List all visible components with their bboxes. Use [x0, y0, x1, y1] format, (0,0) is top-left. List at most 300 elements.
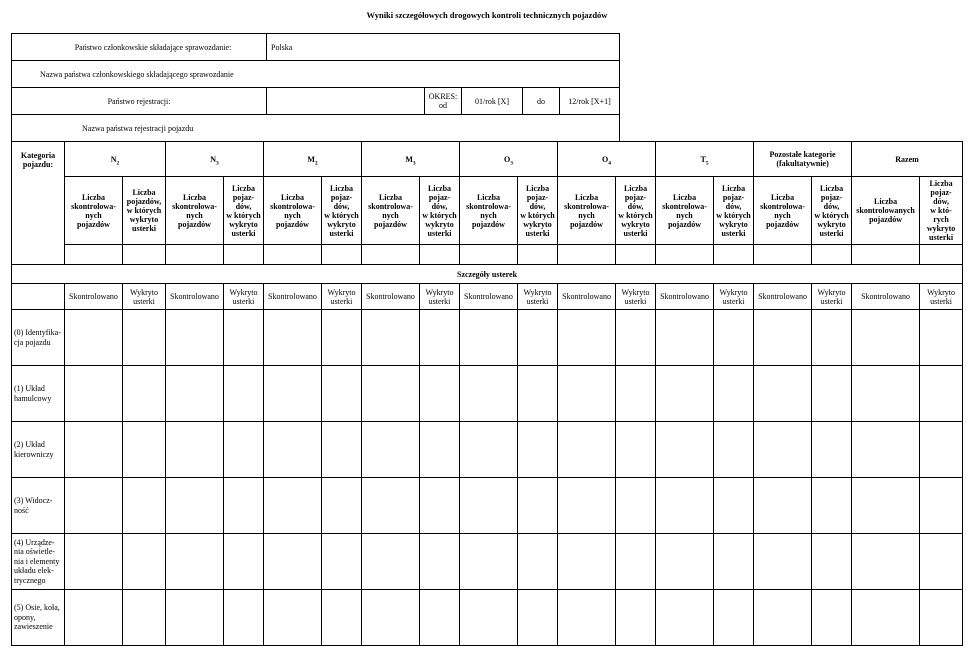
header-line: nych — [480, 210, 497, 220]
defect-data-cell[interactable] — [616, 366, 656, 422]
defect-data-cell[interactable] — [65, 478, 123, 534]
defect-data-cell[interactable] — [224, 478, 264, 534]
defect-data-cell[interactable] — [224, 310, 264, 366]
defect-data-cell[interactable] — [812, 366, 852, 422]
member-state-name-label: Nazwa państwa członkowskiego składającego sprawozdanie — [12, 61, 620, 88]
summary-cell[interactable] — [322, 245, 362, 265]
category-m3 — [362, 142, 460, 177]
header-line: pojazdów — [178, 219, 211, 229]
category-n3 — [166, 142, 264, 177]
defect-data-cell[interactable] — [264, 590, 322, 646]
defect-data-cell[interactable] — [224, 590, 264, 646]
header-line: Liczba — [427, 183, 452, 193]
defect-data-cell[interactable] — [322, 478, 362, 534]
defect-data-cell[interactable] — [754, 534, 812, 590]
category-subscript: 5 — [705, 160, 709, 167]
defect-data-cell[interactable] — [812, 534, 852, 590]
defect-data-cell[interactable] — [714, 534, 754, 590]
summary-cell[interactable] — [65, 245, 123, 265]
header-line: skontrolowa- — [760, 201, 805, 211]
other-categories-line2: (fakultatywnie) — [776, 159, 829, 168]
defect-data-cell[interactable] — [460, 478, 518, 534]
header-line: Liczba — [132, 188, 156, 197]
summary-cell[interactable] — [754, 245, 812, 265]
defect-data-cell[interactable] — [656, 478, 714, 534]
defect-row-label — [12, 534, 65, 590]
summary-cell[interactable] — [123, 245, 166, 265]
defect-data-cell[interactable] — [166, 366, 224, 422]
header-line: usterki — [231, 228, 256, 238]
defect-data-cell[interactable] — [656, 310, 714, 366]
defect-data-cell[interactable] — [224, 534, 264, 590]
header-line: Liczba — [280, 192, 305, 202]
header-line: Liczba — [672, 192, 697, 202]
category-header — [12, 142, 65, 265]
category-header-line2: pojazdu: — [22, 160, 54, 169]
defect-data-cell[interactable] — [65, 534, 123, 590]
defect-data-cell[interactable] — [123, 478, 166, 534]
defects-short-line2: usterki — [428, 296, 451, 306]
category-letter: N — [110, 154, 117, 164]
summary-cell[interactable] — [812, 245, 852, 265]
category-other — [754, 142, 852, 177]
defect-data-cell[interactable] — [616, 534, 656, 590]
header-line: usterki — [525, 228, 550, 238]
header-line: pojaz- — [820, 192, 843, 202]
header-line: dów, — [933, 197, 949, 206]
defects-short-line1: Wykryto — [523, 287, 552, 297]
defects-short-header — [616, 284, 656, 310]
period-from: 01/rok [X] — [462, 88, 523, 115]
summary-cell[interactable] — [616, 245, 656, 265]
row-label-line: hamulcowy — [14, 393, 52, 403]
defect-data-cell[interactable] — [460, 534, 518, 590]
defect-data-cell[interactable] — [460, 590, 518, 646]
defect-data-cell[interactable] — [812, 590, 852, 646]
header-line: skontrolowanych — [856, 206, 915, 215]
defect-row — [12, 310, 963, 366]
header-line: w których — [520, 210, 555, 220]
defect-data-cell[interactable] — [264, 366, 322, 422]
defect-data-cell[interactable] — [362, 478, 420, 534]
header-line: Liczba — [329, 183, 354, 193]
header-line: pojazdów — [766, 219, 799, 229]
category-subscript: 4 — [608, 160, 612, 167]
defect-data-cell[interactable] — [123, 534, 166, 590]
summary-cell[interactable] — [714, 245, 754, 265]
header-line: usterki — [132, 224, 156, 233]
defect-data-cell[interactable] — [460, 422, 518, 478]
defect-row-label — [12, 366, 65, 422]
defect-data-cell[interactable] — [420, 422, 460, 478]
checked-short-header: Skontrolowano — [852, 284, 920, 310]
defect-data-cell[interactable] — [166, 534, 224, 590]
defect-data-cell[interactable] — [616, 310, 656, 366]
header-line: Liczba — [231, 183, 256, 193]
category-subscript: 3 — [412, 160, 416, 167]
row-label-line: układu elek- — [14, 566, 54, 576]
header-line: Liczba — [929, 179, 953, 188]
defect-row-label — [12, 478, 65, 534]
defect-data-cell[interactable] — [558, 590, 616, 646]
header-line: w których — [618, 210, 653, 220]
header-line: pojaz- — [428, 192, 451, 202]
header-line: Liczba — [721, 183, 746, 193]
defective-vehicles-header — [123, 177, 166, 245]
defect-data-cell[interactable] — [65, 310, 123, 366]
defect-data-cell[interactable] — [166, 478, 224, 534]
checked-vehicles-header — [656, 177, 714, 245]
defect-data-cell[interactable] — [224, 422, 264, 478]
category-letter: O — [504, 154, 511, 164]
defect-data-cell[interactable] — [714, 422, 754, 478]
header-line: wykryto — [327, 219, 356, 229]
checked-short-header: Skontrolowano — [656, 284, 714, 310]
member-state-label: Państwo członkowskie składające sprawozdanie: — [12, 34, 267, 61]
defect-data-cell[interactable] — [322, 534, 362, 590]
defect-data-cell[interactable] — [920, 366, 963, 422]
header-line: pojazdów — [77, 219, 110, 229]
defect-data-cell[interactable] — [852, 534, 920, 590]
defect-row — [12, 422, 963, 478]
defect-data-cell[interactable] — [362, 422, 420, 478]
header-line: dów, — [235, 201, 252, 211]
row-label-line: trycznego — [14, 575, 46, 585]
defect-data-cell[interactable] — [558, 422, 616, 478]
defects-short-line2: usterki — [133, 296, 155, 306]
header-line: pojazdów — [570, 219, 603, 229]
defect-data-cell[interactable] — [812, 478, 852, 534]
summary-cell[interactable] — [518, 245, 558, 265]
defect-data-cell[interactable] — [123, 310, 166, 366]
defect-data-cell[interactable] — [322, 422, 362, 478]
defects-short-line1: Wykryto — [327, 287, 356, 297]
registration-state-label: Państwo rejestracji: — [12, 88, 267, 115]
defects-short-header — [420, 284, 460, 310]
defect-data-cell[interactable] — [656, 422, 714, 478]
defects-short-line2: usterki — [624, 296, 647, 306]
defect-data-cell[interactable] — [714, 478, 754, 534]
inspection-results-table — [11, 141, 963, 646]
row-label-line: zawieszenie — [14, 622, 53, 632]
defects-short-line2: usterki — [930, 296, 952, 306]
defect-data-cell[interactable] — [460, 310, 518, 366]
defect-data-cell[interactable] — [558, 534, 616, 590]
defect-data-cell[interactable] — [852, 366, 920, 422]
checked-vehicles-header — [460, 177, 518, 245]
header-line: pojaz- — [930, 188, 952, 197]
header-line: Liczba — [525, 183, 550, 193]
defects-short-header — [322, 284, 362, 310]
defect-data-cell[interactable] — [754, 366, 812, 422]
summary-cell[interactable] — [166, 245, 224, 265]
header-line: Liczba — [574, 192, 599, 202]
header-line: usterki — [721, 228, 746, 238]
summary-cell[interactable] — [656, 245, 714, 265]
defective-vehicles-header — [224, 177, 264, 245]
header-line: Liczba — [873, 197, 898, 206]
defect-row — [12, 590, 963, 646]
defective-vehicles-header — [420, 177, 460, 245]
defect-data-cell[interactable] — [518, 534, 558, 590]
row-label-line: kierowniczy — [14, 449, 54, 459]
header-line: w których — [324, 210, 359, 220]
period-label-line1: OKRES: — [428, 92, 458, 101]
defect-data-cell[interactable] — [656, 534, 714, 590]
defect-data-cell[interactable] — [123, 590, 166, 646]
defect-data-cell[interactable] — [616, 422, 656, 478]
defect-data-cell[interactable] — [362, 366, 420, 422]
period-label-line2: od — [439, 101, 447, 110]
defects-short-header — [518, 284, 558, 310]
defects-short-header — [714, 284, 754, 310]
header-line: pojaz- — [526, 192, 549, 202]
defect-data-cell[interactable] — [920, 478, 963, 534]
header-line: w których — [422, 210, 457, 220]
defect-data-cell[interactable] — [852, 310, 920, 366]
header-line: w których — [716, 210, 751, 220]
defective-vehicles-header — [714, 177, 754, 245]
defect-data-cell[interactable] — [754, 310, 812, 366]
period-label — [425, 88, 462, 115]
header-line: wykryto — [817, 219, 846, 229]
defect-data-cell[interactable] — [123, 366, 166, 422]
defects-short-line2: usterki — [820, 296, 843, 306]
checked-vehicles-header — [852, 177, 920, 245]
header-line: dów, — [529, 201, 546, 211]
defect-data-cell[interactable] — [920, 310, 963, 366]
defect-data-cell[interactable] — [362, 310, 420, 366]
defect-data-cell[interactable] — [812, 422, 852, 478]
defect-data-cell[interactable] — [420, 534, 460, 590]
header-line: pojaz- — [330, 192, 353, 202]
details-header: Szczegóły usterek — [12, 265, 963, 284]
defect-data-cell[interactable] — [616, 478, 656, 534]
category-total: Razem — [852, 142, 963, 177]
defective-vehicles-header — [812, 177, 852, 245]
header-line: usterki — [623, 228, 648, 238]
defective-vehicles-header — [616, 177, 656, 245]
header-line: pojazdów — [374, 219, 407, 229]
category-o3 — [460, 142, 558, 177]
checked-short-header: Skontrolowano — [362, 284, 420, 310]
defect-data-cell[interactable] — [920, 534, 963, 590]
checked-vehicles-header — [362, 177, 420, 245]
defect-data-cell[interactable] — [518, 310, 558, 366]
category-m2 — [264, 142, 362, 177]
defect-data-cell[interactable] — [65, 366, 123, 422]
summary-cell[interactable] — [420, 245, 460, 265]
checked-short-header: Skontrolowano — [65, 284, 123, 310]
header-line: pojazdów — [869, 215, 902, 224]
header-line: skontrolowa- — [270, 201, 315, 211]
header-line: nych — [85, 210, 102, 220]
summary-cell[interactable] — [558, 245, 616, 265]
row-label-line: (5) Osie, koła, — [14, 603, 60, 613]
defect-data-cell[interactable] — [754, 478, 812, 534]
header-line: wykryto — [926, 224, 956, 233]
row-label-line: nia i elementy — [14, 556, 60, 566]
category-letter: N — [210, 154, 217, 164]
defect-data-cell[interactable] — [322, 310, 362, 366]
header-line: w któ- — [930, 206, 952, 215]
row-label-line: (4) Urządze- — [14, 537, 55, 547]
checked-short-header: Skontrolowano — [166, 284, 224, 310]
category-letter: M — [307, 154, 315, 164]
defect-data-cell[interactable] — [920, 422, 963, 478]
header-line: Liczba — [476, 192, 501, 202]
defects-short-line1: Wykryto — [229, 287, 258, 297]
row-label-line: (1) Układ — [14, 384, 45, 393]
row-label-line: (0) Identyfika- — [14, 328, 61, 337]
category-subscript: 2 — [116, 160, 120, 167]
defect-data-cell[interactable] — [518, 422, 558, 478]
summary-cell[interactable] — [852, 245, 920, 265]
defective-vehicles-header — [920, 177, 963, 245]
header-line: pojazdów — [472, 219, 505, 229]
header-line: dów, — [823, 201, 840, 211]
defect-data-cell[interactable] — [65, 590, 123, 646]
header-line: wykryto — [425, 219, 454, 229]
checked-vehicles-header — [558, 177, 616, 245]
header-line: pojazdów — [276, 219, 309, 229]
header-line: usterki — [329, 228, 354, 238]
defects-short-line2: usterki — [722, 296, 745, 306]
header-line: nych — [382, 210, 399, 220]
header-line: w których — [126, 206, 162, 215]
defects-short-header — [224, 284, 264, 310]
defective-vehicles-header — [518, 177, 558, 245]
header-line: skontrolowa- — [662, 201, 707, 211]
row-label-line: (3) Widocz- — [14, 496, 53, 505]
page-title: Wyniki szczegółowych drogowych kontroli technicznych pojazdów — [366, 10, 608, 20]
defect-data-cell[interactable] — [852, 422, 920, 478]
defect-data-cell[interactable] — [754, 422, 812, 478]
defect-data-cell[interactable] — [264, 310, 322, 366]
defect-data-cell[interactable] — [166, 590, 224, 646]
header-line: nych — [186, 210, 203, 220]
defect-data-cell[interactable] — [264, 534, 322, 590]
defect-data-cell[interactable] — [123, 422, 166, 478]
defect-data-cell[interactable] — [852, 590, 920, 646]
summary-cell[interactable] — [224, 245, 264, 265]
summary-cell[interactable] — [362, 245, 420, 265]
defect-data-cell[interactable] — [420, 590, 460, 646]
period-to: 12/rok [X+1] — [560, 88, 620, 115]
defect-data-cell[interactable] — [264, 478, 322, 534]
header-line: wykryto — [229, 219, 258, 229]
checked-short-header: Skontrolowano — [558, 284, 616, 310]
checked-short-header: Skontrolowano — [264, 284, 322, 310]
defect-row — [12, 478, 963, 534]
defect-data-cell[interactable] — [558, 478, 616, 534]
checked-short-header: Skontrolowano — [754, 284, 812, 310]
row-label-line: cja pojazdu — [14, 337, 51, 347]
header-line: pojaz- — [722, 192, 745, 202]
defect-data-cell[interactable] — [656, 590, 714, 646]
defects-short-line1: Wykryto — [621, 287, 650, 297]
defect-data-cell[interactable] — [420, 310, 460, 366]
defect-data-cell[interactable] — [754, 590, 812, 646]
row-label-line: (2) Układ — [14, 440, 45, 449]
defect-data-cell[interactable] — [518, 478, 558, 534]
defect-row-label — [12, 310, 65, 366]
checked-vehicles-header — [754, 177, 812, 245]
defect-data-cell[interactable] — [616, 590, 656, 646]
header-line: wykryto — [719, 219, 748, 229]
defect-data-cell[interactable] — [420, 366, 460, 422]
checked-vehicles-header — [264, 177, 322, 245]
defect-data-cell[interactable] — [420, 478, 460, 534]
header-line: Liczba — [378, 192, 403, 202]
header-line: nych — [284, 210, 301, 220]
defects-short-header — [123, 284, 166, 310]
defect-data-cell[interactable] — [166, 422, 224, 478]
header-line: pojaz- — [624, 192, 647, 202]
defect-data-cell[interactable] — [322, 366, 362, 422]
header-line: usterki — [427, 228, 452, 238]
defect-data-cell[interactable] — [656, 366, 714, 422]
defect-data-cell[interactable] — [224, 366, 264, 422]
defect-data-cell[interactable] — [518, 590, 558, 646]
row-label-line: nia oświetle- — [14, 547, 56, 557]
defects-short-line2: usterki — [526, 296, 549, 306]
header-line: skontrolowa- — [564, 201, 609, 211]
defect-data-cell[interactable] — [362, 590, 420, 646]
defects-short-line1: Wykryto — [927, 287, 956, 297]
defect-data-cell[interactable] — [852, 478, 920, 534]
defect-data-cell[interactable] — [166, 310, 224, 366]
defect-row-label — [12, 422, 65, 478]
summary-cell[interactable] — [460, 245, 518, 265]
defect-data-cell[interactable] — [714, 590, 754, 646]
category-subscript: 2 — [314, 160, 318, 167]
defect-data-cell[interactable] — [714, 366, 754, 422]
defect-data-cell[interactable] — [322, 590, 362, 646]
header-line: wykryto — [523, 219, 552, 229]
summary-cell[interactable] — [264, 245, 322, 265]
row-label-line: opony, — [14, 612, 36, 622]
defect-data-cell[interactable] — [812, 310, 852, 366]
category-n2 — [65, 142, 166, 177]
summary-cell[interactable] — [920, 245, 963, 265]
defect-data-cell[interactable] — [264, 422, 322, 478]
header-line: wykryto — [621, 219, 650, 229]
defects-short-line2: usterki — [330, 296, 353, 306]
member-state-value: Polska — [267, 34, 620, 61]
other-categories-line1: Pozostałe kategorie — [769, 150, 836, 159]
defect-data-cell[interactable] — [920, 590, 963, 646]
checked-vehicles-header — [65, 177, 123, 245]
category-o4 — [558, 142, 656, 177]
defects-short-line1: Wykryto — [425, 287, 454, 297]
category-letter: M — [405, 154, 413, 164]
defect-data-cell[interactable] — [65, 422, 123, 478]
header-line: Liczba — [623, 183, 648, 193]
row-label-line: ność — [14, 505, 29, 515]
header-line: dów, — [431, 201, 448, 211]
defects-short-line2: usterki — [232, 296, 255, 306]
defect-data-cell[interactable] — [518, 366, 558, 422]
defect-data-cell[interactable] — [362, 534, 420, 590]
defect-data-cell[interactable] — [558, 310, 616, 366]
defect-row — [12, 366, 963, 422]
header-line: dów, — [627, 201, 644, 211]
defect-data-cell[interactable] — [714, 310, 754, 366]
defect-data-cell[interactable] — [460, 366, 518, 422]
defect-row-label — [12, 590, 65, 646]
defect-data-cell[interactable] — [558, 366, 616, 422]
